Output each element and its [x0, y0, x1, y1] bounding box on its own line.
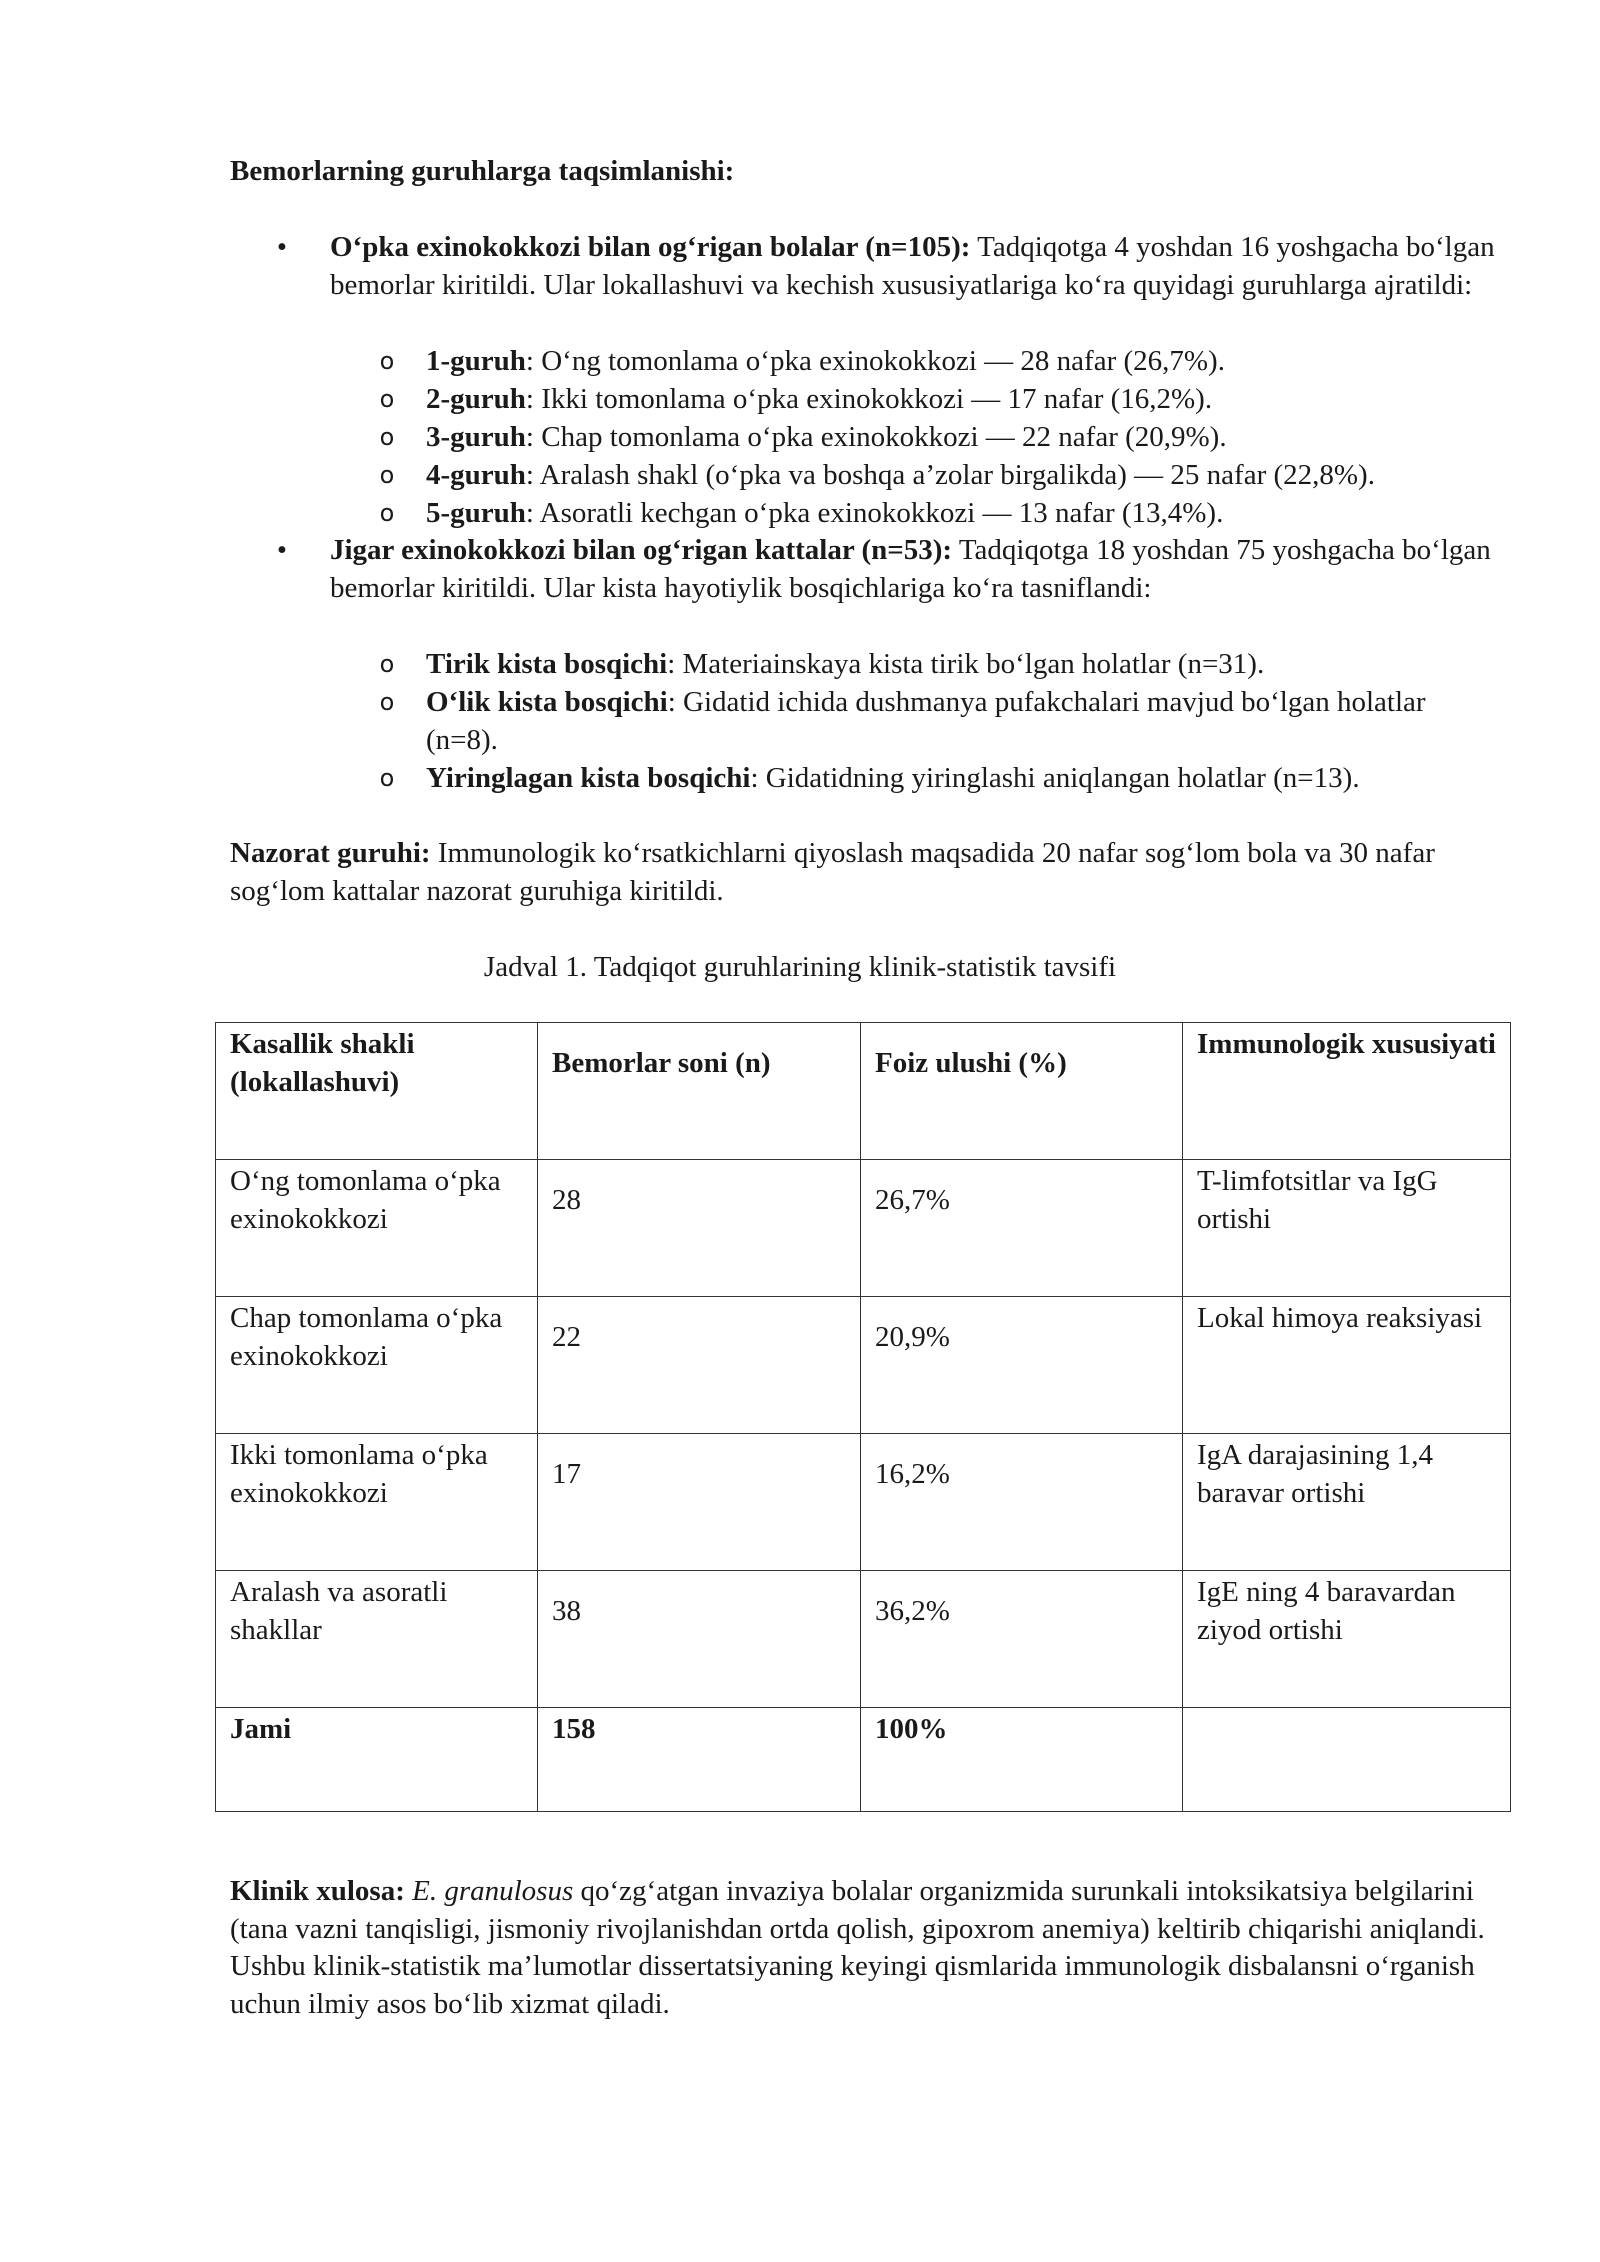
table-cell: 26,7% — [861, 1160, 1183, 1297]
header-cell: Bemorlar soni (n) — [538, 1023, 861, 1160]
item-text: : O‘ng tomonlama o‘pka exinokokkozi — 28 nafar (26,7%). — [525, 345, 1225, 377]
table-row — [216, 1434, 1511, 1571]
circle-bullet-icon: o — [379, 650, 395, 678]
group-children-paragraph — [330, 229, 1510, 304]
table-cell: 28 — [538, 1160, 861, 1297]
item-label: 5-guruh — [426, 497, 526, 529]
circle-bullet-icon: o — [379, 385, 395, 413]
item-text: : Chap tomonlama o‘pka exinokokkozi — 22 nafar (20,9%). — [525, 421, 1227, 453]
item-label: Tirik kista bosqichi — [426, 648, 668, 680]
list-item — [426, 381, 1526, 419]
conclusion-label: Klinik xulosa: — [230, 1875, 405, 1907]
group-text: Tadqiqotga 4 yoshdan 16 yoshgacha bo‘lgan bemorlar kiritildi. Ular lokallashuvi va kechish xususiyatlariga ko‘ra quyidagi guruhlarga ajratildi: — [330, 231, 1495, 301]
item-text: : Materiainskaya kista tirik bo‘lgan holatlar (n=31). — [667, 648, 1265, 680]
list-item — [426, 684, 1486, 759]
table-cell: 17 — [538, 1434, 861, 1571]
group-title: Jigar exinokokkozi bilan og‘rigan kattalar (n=53): — [330, 534, 953, 566]
item-label: 3-guruh — [426, 421, 526, 453]
table-cell: 16,2% — [861, 1434, 1183, 1571]
table-cell: O‘ng tomonlama o‘pka exinokokkozi — [216, 1160, 538, 1297]
group-title: O‘pka exinokokkozi bilan og‘rigan bolalar (n=105): — [330, 231, 971, 263]
table-cell: IgA darajasining 1,4 baravar ortishi — [1183, 1434, 1511, 1571]
statistics-table — [215, 1022, 1511, 1812]
list-item — [426, 495, 1526, 533]
bullet-icon: • — [276, 231, 288, 263]
table-caption: Jadval 1. Tadqiqot guruhlarining klinik-statistik tavsifi — [483, 951, 1117, 983]
circle-bullet-icon: o — [379, 688, 395, 716]
item-label: 1-guruh — [426, 345, 526, 377]
table-row — [216, 1571, 1511, 1708]
item-label: O‘lik kista bosqichi — [426, 686, 668, 718]
table-total-row — [216, 1708, 1511, 1812]
item-label: 2-guruh — [426, 383, 526, 415]
item-text: : Ikki tomonlama o‘pka exinokokkozi — 17 nafar (16,2%). — [525, 383, 1213, 415]
table-cell: IgE ning 4 baravardan ziyod ortishi — [1183, 1571, 1511, 1708]
list-item — [426, 419, 1526, 457]
group-adults-paragraph — [330, 532, 1510, 607]
header-cell: Kasallik shakli (lokallashuvi) — [216, 1023, 538, 1160]
list-item — [426, 646, 1526, 684]
table-row — [216, 1297, 1511, 1434]
conclusion-text: qo‘zg‘atgan invaziya bolalar organizmida surunkali intoksikatsiya belgilarini (tana vazni tanqisligi, jismoniy rivojlanishdan ortda qolish, gipoxrom anemiya) keltirib chiqarishi aniqlandi. Ushbu klinik-statistik ma’lumotlar dissertatsiyaning keyingi qismlarida immunologik disbalansni o‘rganish uchun ilmiy asos bo‘lib xizmat qiladi. — [230, 1875, 1485, 2020]
section-heading: Bemorlarning guruhlarga taqsimlanishi: — [230, 155, 735, 187]
table-cell: 36,2% — [861, 1571, 1183, 1708]
table-cell: 158 — [538, 1708, 861, 1812]
control-text: Immunologik ko‘rsatkichlarni qiyoslash maqsadida 20 nafar sog‘lom bola va 30 nafar sog‘lom kattalar nazorat guruhiga kiritildi. — [230, 837, 1435, 907]
item-text: : Gidatid ichida dushmanya pufakchalari mavjud bo‘lgan holatlar (n=8). — [426, 686, 1426, 756]
table-cell: T-limfotsitlar va IgG ortishi — [1183, 1160, 1511, 1297]
table-cell: 22 — [538, 1297, 861, 1434]
bullet-icon: • — [276, 534, 288, 566]
item-text: : Aralash shakl (o‘pka va boshqa a’zolar birgalikda) — 25 nafar (22,8%). — [525, 459, 1375, 491]
item-text: : Asoratli kechgan o‘pka exinokokkozi — 13 nafar (13,4%). — [525, 497, 1224, 529]
list-item — [426, 760, 1526, 798]
list-item — [426, 457, 1526, 495]
table-cell: Ikki tomonlama o‘pka exinokokkozi — [216, 1434, 538, 1571]
header-cell: Immunologik xususiyati — [1183, 1023, 1511, 1160]
circle-bullet-icon: o — [379, 461, 395, 489]
circle-bullet-icon: o — [379, 764, 395, 792]
table-cell: Jami — [216, 1708, 538, 1812]
item-text: : Gidatidning yiringlashi aniqlangan holatlar (n=13). — [750, 762, 1360, 794]
table-cell: 100% — [861, 1708, 1183, 1812]
table-header-row — [216, 1023, 1511, 1160]
table-row — [216, 1160, 1511, 1297]
circle-bullet-icon: o — [379, 423, 395, 451]
control-label: Nazorat guruhi: — [230, 837, 431, 869]
table-cell: Chap tomonlama o‘pka exinokokkozi — [216, 1297, 538, 1434]
table-cell — [1183, 1708, 1511, 1812]
circle-bullet-icon: o — [379, 347, 395, 375]
header-cell: Foiz ulushi (%) — [861, 1023, 1183, 1160]
table-cell: 38 — [538, 1571, 861, 1708]
group-text: Tadqiqotga 18 yoshdan 75 yoshgacha bo‘lgan bemorlar kiritildi. Ular kista hayotiylik bosqichlariga ko‘ra tasniflandi: — [330, 534, 1491, 604]
table-cell: 20,9% — [861, 1297, 1183, 1434]
list-item — [426, 343, 1526, 381]
control-group-paragraph — [230, 835, 1510, 910]
item-label: 4-guruh — [426, 459, 526, 491]
species-name: E. granulosus — [412, 1875, 574, 1907]
conclusion-paragraph — [230, 1873, 1520, 2023]
table-cell: Lokal himoya reaksiyasi — [1183, 1297, 1511, 1434]
table-cell: Aralash va asoratli shakllar — [216, 1571, 538, 1708]
item-label: Yiringlagan kista bosqichi — [426, 762, 751, 794]
circle-bullet-icon: o — [379, 499, 395, 527]
